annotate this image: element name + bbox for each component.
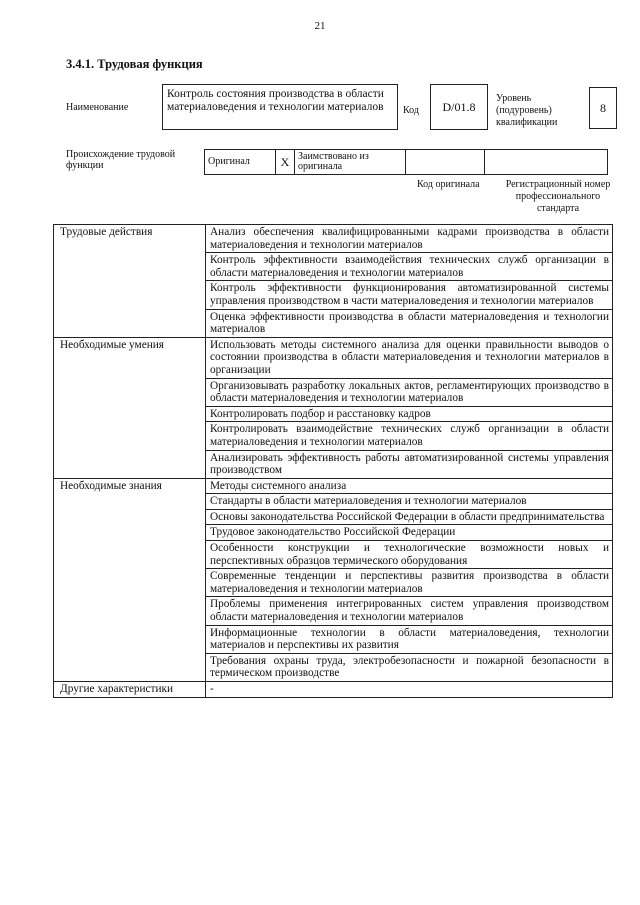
borrowed-label: Заимствовано из оригинала	[295, 150, 406, 175]
origin-label: Происхождение трудовой функции	[66, 149, 176, 171]
requirement-text: Требования охраны труда, электробезопасности и пожарной безопасности в термическом производстве	[206, 653, 613, 681]
category-label: Необходимые умения	[54, 337, 206, 478]
requirement-text: Основы законодательства Российской Федерации в области предпринимательства	[206, 509, 613, 525]
requirement-text: Проблемы применения интегрированных систем управления производством области материаловедения и технологии материалов	[206, 597, 613, 625]
level-label: Уровень (подуровень) квалификации	[496, 93, 558, 128]
code-original-label: Код оригинала	[417, 179, 480, 190]
requirement-text: Стандарты в области материаловедения и технологии материалов	[206, 494, 613, 510]
category-label: Трудовые действия	[54, 225, 206, 338]
table-row	[54, 682, 613, 698]
reg-number-label: Регистрационный номер профессионального стандарта	[505, 179, 611, 214]
requirement-text: -	[206, 682, 613, 698]
requirement-text: Методы системного анализа	[206, 478, 613, 494]
page-number: 21	[314, 20, 326, 32]
requirement-text: Современные тенденции и перспективы развития производства в области материаловедения и технологии материалов	[206, 569, 613, 597]
origin-table	[204, 149, 608, 175]
table-row	[54, 225, 613, 253]
requirement-text: Анализ обеспечения квалифицированными кадрами производства в области материаловедения и технологии материалов	[206, 225, 613, 253]
code-label: Код	[403, 105, 419, 116]
requirement-text: Контроль эффективности взаимодействия технических служб организации в области материаловедения и технологии материалов	[206, 253, 613, 281]
function-name: Контроль состояния производства в области материаловедения и технологии материалов	[162, 84, 398, 130]
requirement-text: Контроль эффективности функционирования автоматизированной системы управления производством в части материаловедения и технологии материалов	[206, 281, 613, 309]
requirement-text: Оценка эффективности производства в области материаловедения и технологии материалов	[206, 309, 613, 337]
requirement-text: Информационные технологии в области материаловедения, технологии материалов и перспективы их развития	[206, 625, 613, 653]
requirement-text: Контролировать взаимодействие технических служб организации в области материаловедения и технологии материалов	[206, 422, 613, 450]
section-title: 3.4.1. Трудовая функция	[66, 57, 203, 71]
requirement-text: Анализировать эффективность работы автоматизированной системы управления производством	[206, 450, 613, 478]
category-label: Необходимые знания	[54, 478, 206, 681]
requirement-text: Трудовое законодательство Российской Федерации	[206, 525, 613, 541]
requirement-text: Особенности конструкции и технологические возможности новых и перспективных образцов термического оборудования	[206, 541, 613, 569]
requirements-table	[53, 224, 613, 698]
level-value: 8	[589, 87, 617, 129]
original-label: Оригинал	[205, 150, 276, 175]
code-value: D/01.8	[430, 84, 488, 130]
table-row	[54, 478, 613, 494]
original-mark: X	[276, 150, 295, 175]
table-row	[54, 337, 613, 378]
code-original-cell	[406, 150, 485, 175]
requirement-text: Контролировать подбор и расстановку кадров	[206, 406, 613, 422]
category-label: Другие характеристики	[54, 682, 206, 698]
name-label: Наименование	[66, 102, 129, 113]
requirement-text: Использовать методы системного анализа для оценки правильности выводов о состоянии производства в области материаловедения и технологии материалов в организации	[206, 337, 613, 378]
requirement-text: Организовывать разработку локальных актов, регламентирующих производство в области материаловедения и технологии материалов	[206, 378, 613, 406]
reg-number-cell	[485, 150, 608, 175]
